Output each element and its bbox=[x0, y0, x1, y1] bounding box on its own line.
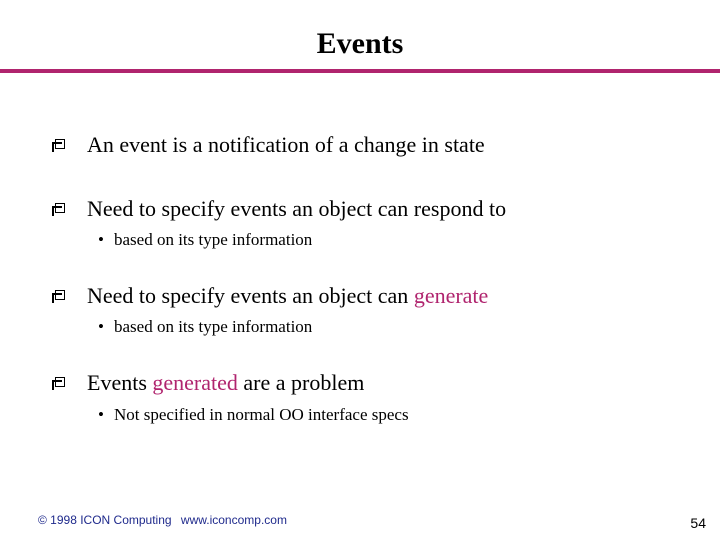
sub-bullet-text: based on its type information bbox=[114, 230, 313, 249]
bullet-item-2 bbox=[52, 195, 506, 223]
bullet-text bbox=[87, 282, 488, 310]
title-divider bbox=[0, 69, 720, 73]
bullet-text: An event is a notification of a change in state bbox=[87, 132, 485, 157]
page-title: Events bbox=[316, 27, 404, 60]
sub-bullet-item bbox=[98, 316, 312, 338]
page-number: 54 bbox=[690, 515, 706, 531]
sub-bullet-item bbox=[98, 229, 312, 251]
bullet-text bbox=[87, 369, 364, 397]
bullet-text: Need to specify events an object can respond to bbox=[87, 196, 507, 221]
box-bullet-icon bbox=[52, 139, 65, 152]
box-bullet-icon bbox=[52, 290, 65, 303]
bullet-item-3 bbox=[52, 282, 488, 310]
bullet-item-1 bbox=[52, 131, 485, 159]
dot-bullet-icon: • bbox=[98, 405, 104, 424]
bullet-text-part: Events bbox=[87, 370, 153, 395]
sub-bullet-item bbox=[98, 404, 409, 426]
highlighted-word: generated bbox=[152, 370, 238, 395]
footer-url: www.iconcomp.com bbox=[180, 513, 287, 527]
bullet-text-part: are a problem bbox=[237, 370, 365, 395]
sub-bullet-text: based on its type information bbox=[114, 317, 313, 336]
dot-bullet-icon: • bbox=[98, 317, 104, 336]
box-bullet-icon bbox=[52, 203, 65, 216]
footer bbox=[38, 512, 287, 528]
bullet-item-4 bbox=[52, 369, 364, 397]
highlighted-word: generate bbox=[413, 283, 489, 308]
dot-bullet-icon: • bbox=[98, 230, 104, 249]
box-bullet-icon bbox=[52, 377, 65, 390]
sub-bullet-text: Not specified in normal OO interface specs bbox=[114, 405, 409, 424]
footer-copyright: © 1998 ICON Computing bbox=[38, 513, 172, 527]
bullet-text-part: Need to specify events an object can bbox=[87, 283, 414, 308]
